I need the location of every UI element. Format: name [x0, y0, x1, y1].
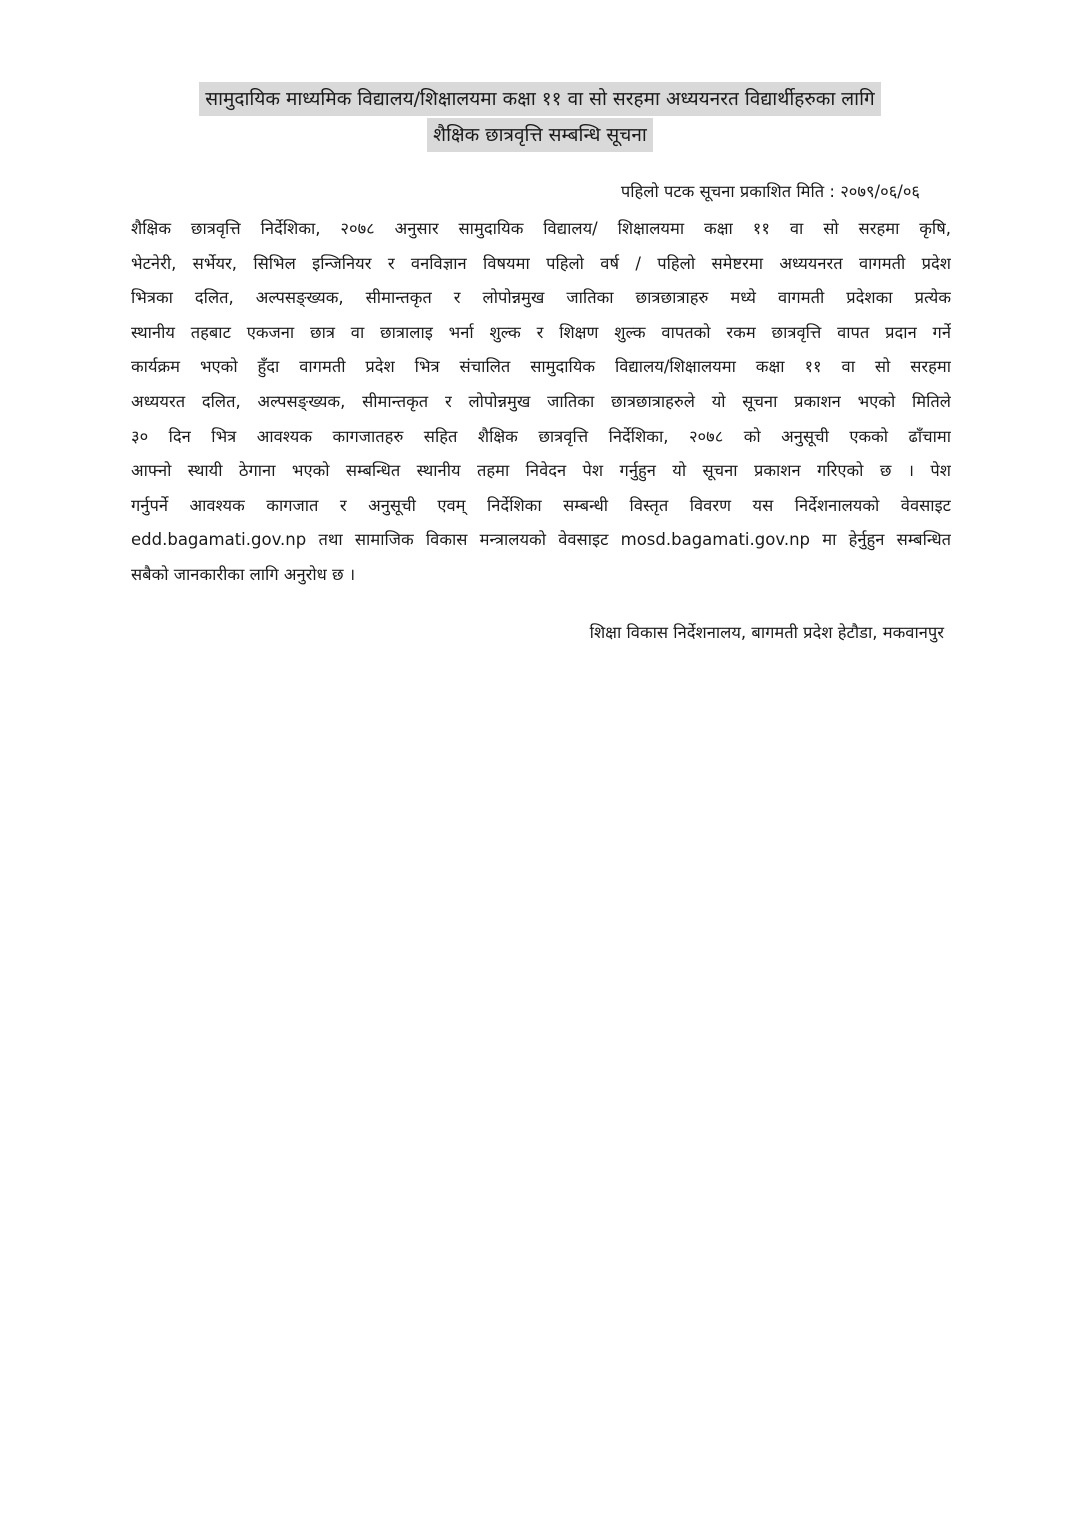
title-line-2: शैक्षिक छात्रवृत्ति सम्बन्धि सूचना — [427, 118, 653, 152]
body-line: ३० दिन भित्र आवश्यक कागजातहरु सहित शैक्षिक छात्रवृत्ति निर्देशिका, २०७८ को अनुसूची एकको ढाँचामा — [131, 426, 951, 446]
body-line: कार्यक्रम भएको हुँदा वागमती प्रदेश भित्र संचालित सामुदायिक विद्यालय/शिक्षालयमा कक्षा ११ वा सो सरहमा — [131, 357, 951, 377]
body-line: शैक्षिक छात्रवृत्ति निर्देशिका, २०७८ अनुसार सामुदायिक विद्यालय/ शिक्षालयमा कक्षा ११ वा सो सरहमा कृषि, — [131, 219, 951, 238]
publish-date: पहिलो पटक सूचना प्रकाशित मिति : २०७९/०६/०६ — [620, 182, 920, 201]
body-line: अध्ययरत दलित, अल्पसङ्ख्यक, सीमान्तकृत र लोपोन्नमुख जातिका छात्रछात्राहरुले यो सूचना प्रकाशन भएको मितिले — [131, 391, 951, 411]
body-line: गर्नुपर्ने आवश्यक कागजात र अनुसूची एवम् निर्देशिका सम्बन्धी विस्तृत विवरण यस निर्देशनालयको वेवसाइट — [131, 495, 951, 515]
notice-body — [131, 212, 951, 593]
notice-title — [0, 82, 1080, 152]
body-line: भित्रका दलित, अल्पसङ्ख्यक, सीमान्तकृत र लोपोन्नमुख जातिका छात्रछात्राहरु मध्ये वागमती प्रदेशका प्रत्येक — [131, 288, 951, 308]
body-line: edd.bagamati.gov.np तथा सामाजिक विकास मन्त्रालयको वेवसाइट mosd.bagamati.gov.np मा हेर्नुहुन सम्बन्धित — [131, 530, 951, 550]
title-line-1: सामुदायिक माध्यमिक विद्यालय/शिक्षालयमा कक्षा ११ वा सो सरहमा अध्ययनरत विद्यार्थीहरुका लागि — [199, 82, 880, 116]
body-line: स्थानीय तहबाट एकजना छात्र वा छात्रालाइ भर्ना शुल्क र शिक्षण शुल्क वापतको रकम छात्रवृत्ति वापत प्रदान गर्ने — [131, 322, 951, 342]
body-line: भेटनेरी, सर्भेयर, सिभिल इन्जिनियर र वनविज्ञान विषयमा पहिलो वर्ष / पहिलो समेष्टरमा अध्ययनरत वागमती प्रदेश — [131, 253, 951, 273]
body-line: आफ्नो स्थायी ठेगाना भएको सम्बन्धित स्थानीय तहमा निवेदन पेश गर्नुहुन यो सूचना प्रकाशन गरिएको छ । पेश — [131, 461, 951, 481]
issuer-signature: शिक्षा विकास निर्देशनालय, बागमती प्रदेश हेटौडा, मकवानपुर — [589, 623, 944, 642]
body-line: सबैको जानकारीका लागि अनुरोध छ । — [131, 564, 356, 584]
